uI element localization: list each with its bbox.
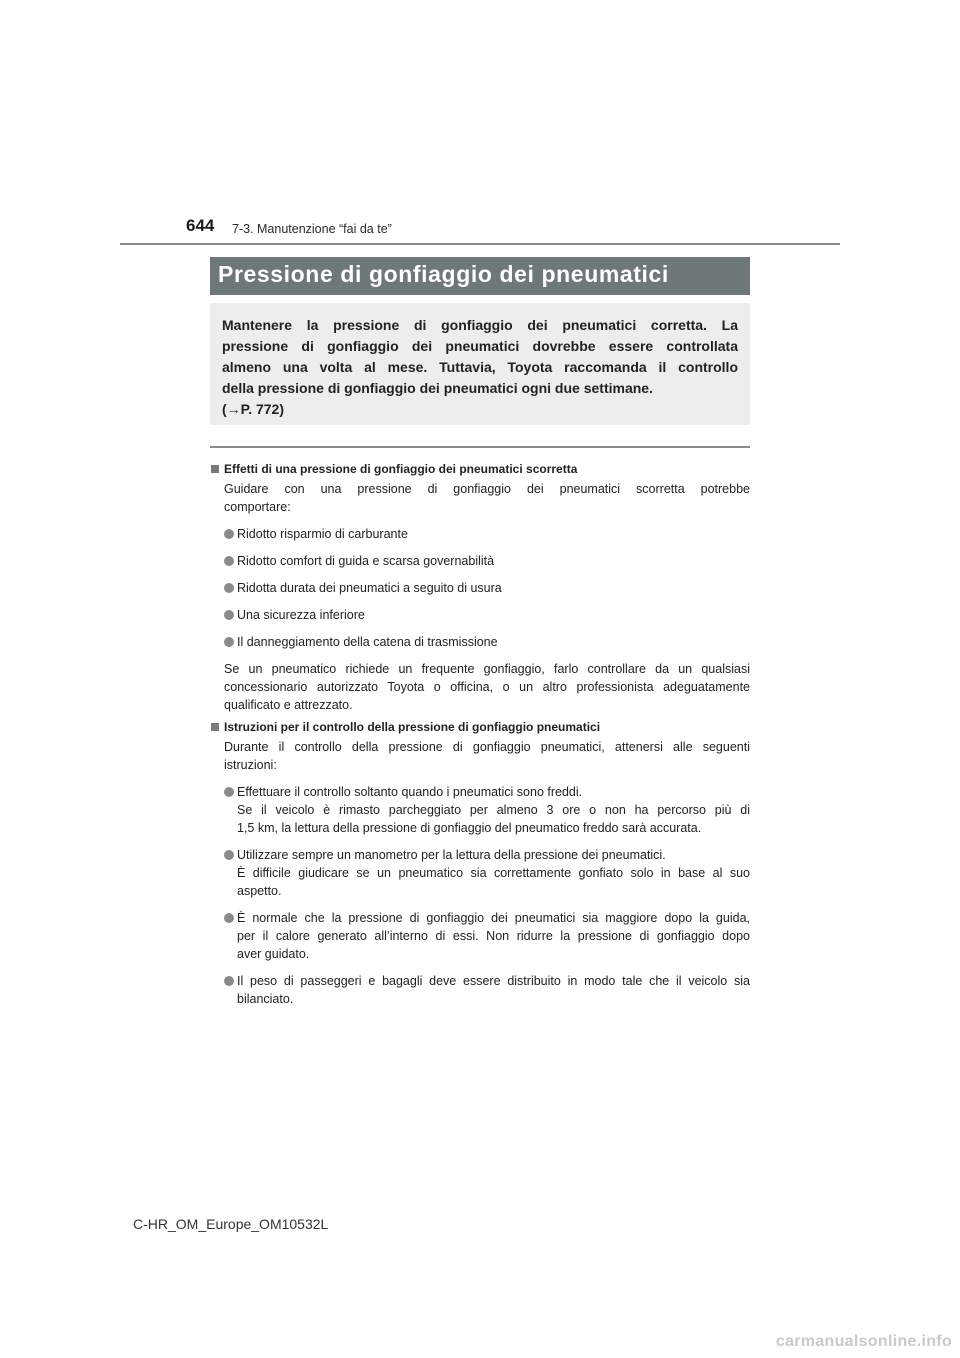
paragraph-line: Se un pneumatico richiede un frequente gonfiaggio, farlo controllare da un qualsiasi [224,662,750,676]
paragraph-line: qualificato e attrezzato. [224,698,353,712]
list-item-text: Una sicurezza inferiore [237,608,365,622]
list-item-text: per il calore generato all’interno di essi. Non ridurre la pressione di gonfiaggio dopo [237,929,750,943]
bullet-dot-icon [224,850,234,860]
bullet-dot-icon [224,913,234,923]
paragraph [210,738,750,774]
intro-box [210,303,750,425]
header-divider [120,243,840,245]
bullet-dot-icon [224,637,234,647]
list-item-text: Ridotta durata dei pneumatici a seguito di usura [237,581,502,595]
list-item [210,633,750,651]
list-item-text: Ridotto comfort di guida e scarsa governabilità [237,554,495,568]
intro-line: almeno una volta al mese. Tuttavia, Toyota raccomanda il controllo [222,359,738,375]
section-heading-text: Istruzioni per il controllo della pressione di gonfiaggio pneumatici [224,720,601,734]
section-label: 7-3. Manutenzione “fai da te” [232,222,392,236]
list-item [210,846,750,900]
list-item-text: Utilizzare sempre un manometro per la lettura della pressione dei pneumatici. [237,848,666,862]
document-id-footer: C-HR_OM_Europe_OM10532L [133,1216,329,1232]
list-item [210,606,750,624]
list-item-text: È difficile giudicare se un pneumatico sia correttamente gonfiato solo in base al suo [237,866,750,880]
bullet-dot-icon [224,583,234,593]
bullet-dot-icon [224,610,234,620]
list-item [210,552,750,570]
list-item-text: Se il veicolo è rimasto parcheggiato per almeno 3 ore o non ha percorso più di [237,803,750,817]
bullet-dot-icon [224,529,234,539]
list-item-text: bilanciato. [237,992,294,1006]
paragraph [210,660,750,714]
list-item-text: Il danneggiamento della catena di trasmissione [237,635,498,649]
page-reference: (→P. 772) [222,401,284,417]
list-item [210,909,750,963]
list-item-text: 1,5 km, la lettura della pressione di gonfiaggio del pneumatico freddo sarà accurata. [237,821,702,835]
list-item-text: È normale che la pressione di gonfiaggio dei pneumatici sia maggiore dopo la guida, [237,911,750,925]
page-number: 644 [186,216,215,235]
list-item-text: Il peso di passeggeri e bagagli deve essere distribuito in modo tale che il veicolo sia [237,974,750,988]
intro-line: Mantenere la pressione di gonfiaggio dei pneumatici corretta. La [222,317,738,333]
section-heading [210,460,750,478]
list-item-text: aspetto. [237,884,282,898]
bullet-dot-icon [224,556,234,566]
paragraph-line: Guidare con una pressione di gonfiaggio dei pneumatici scorretta potrebbe [224,482,750,496]
list-item [210,525,750,543]
list-item-text: aver guidato. [237,947,310,961]
paragraph-line: Durante il controllo della pressione di gonfiaggio pneumatici, attenersi alle seguenti [224,740,750,754]
list-item [210,972,750,1008]
intro-line: pressione di gonfiaggio dei pneumatici dovrebbe essere controllata [222,338,738,354]
section-divider [210,446,750,448]
paragraph-line: istruzioni: [224,758,277,772]
intro-line: della pressione di gonfiaggio dei pneumatici ogni due settimane. [222,380,653,396]
section-heading-text: Effetti di una pressione di gonfiaggio dei pneumatici scorretta [224,462,578,476]
paragraph [210,480,750,516]
bullet-dot-icon [224,976,234,986]
list-item-text: Ridotto risparmio di carburante [237,527,408,541]
content [210,456,750,1012]
square-bullet-icon [211,723,219,731]
list-item [210,579,750,597]
square-bullet-icon [211,465,219,473]
page-title: Pressione di gonfiaggio dei pneumatici [210,257,750,295]
paragraph-line: concessionario autorizzato Toyota o officina, o un altro professionista adeguatamente [224,680,750,694]
paragraph-line: comportare: [224,500,291,514]
bullet-dot-icon [224,787,234,797]
list-item-text: Effettuare il controllo soltanto quando i pneumatici sono freddi. [237,785,583,799]
watermark: carmanualsonline.info [775,1333,952,1350]
list-item [210,783,750,837]
section-heading [210,718,750,736]
